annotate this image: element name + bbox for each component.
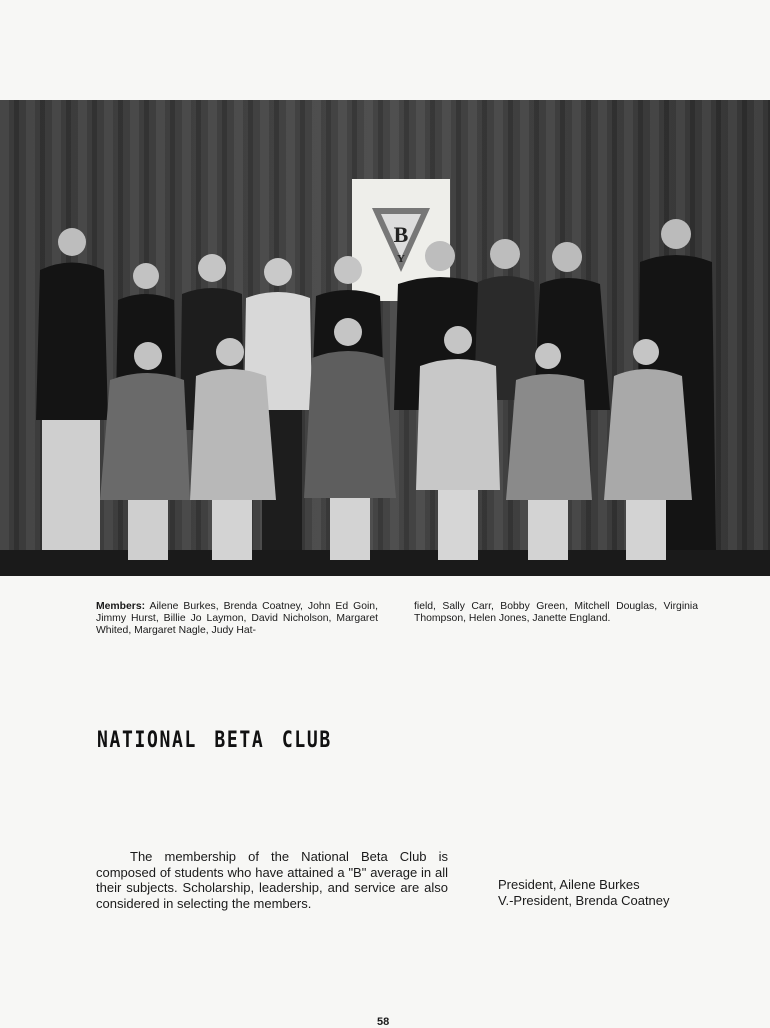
caption-right bbox=[414, 601, 698, 625]
caption-left bbox=[96, 601, 378, 637]
officers-list bbox=[498, 877, 670, 908]
members-list-part-1: Ailene Burkes, Brenda Coatney, John Ed Goin, Jimmy Hurst, Billie Jo Laymon, David Nicholson, Margaret Whited, Margaret Nagle, Judy Hat- bbox=[96, 601, 378, 636]
standing-person-1 bbox=[36, 228, 108, 550]
banner-sub-letter: Y bbox=[397, 253, 405, 265]
page-title: NATIONAL BETA CLUB bbox=[97, 728, 332, 753]
officer-vice-president: V.-President, Brenda Coatney bbox=[498, 892, 670, 908]
banner-letter: B bbox=[393, 222, 409, 247]
page-number: 58 bbox=[377, 1016, 390, 1028]
group-photo-illustration bbox=[0, 100, 770, 576]
members-list-part-2: field, Sally Carr, Bobby Green, Mitchell Douglas, Virginia Thompson, Helen Jones, Janette England. bbox=[414, 601, 698, 624]
officer-president: President, Ailene Burkes bbox=[498, 877, 640, 892]
group-photo bbox=[0, 100, 770, 576]
club-description: The membership of the National Beta Club is composed of students who have attained a "B" average in all their subjects. Scholarship, leadership, and service are also considered in selecting the members. bbox=[96, 849, 448, 911]
members-label: Members: bbox=[96, 601, 146, 612]
